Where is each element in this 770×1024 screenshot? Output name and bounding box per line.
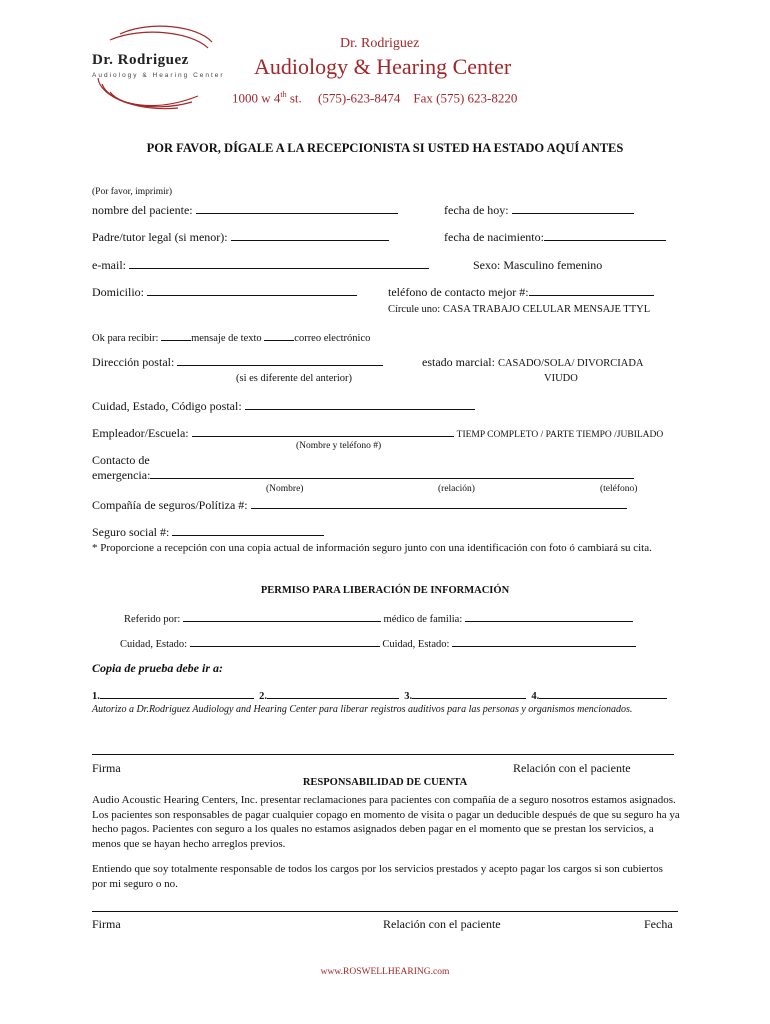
ok-receive-field[interactable] xyxy=(92,330,370,344)
employer-label: Empleador/Escuela: xyxy=(92,426,189,440)
city-state-label-1: Cuidad, Estado: xyxy=(120,639,188,650)
sex-field[interactable]: Sexo: Masculino femenino xyxy=(473,258,603,272)
contact-line xyxy=(232,90,517,106)
date-label: Fecha xyxy=(644,917,673,931)
marital-widow: VIUDO xyxy=(544,373,578,384)
address-sup: th xyxy=(280,90,287,99)
employer-field[interactable] xyxy=(92,426,663,441)
center-name: Audiology & Hearing Center xyxy=(254,54,512,79)
city-state-label-2: Cuidad, Estado: xyxy=(382,639,450,650)
emergency-label-2: emergencia: xyxy=(92,468,151,482)
referred-label: Referido por: xyxy=(124,614,181,625)
employ-options: TIEMP COMPLETO / PARTE TIEMPO /JUBILADO xyxy=(456,430,664,440)
best-phone-field[interactable] xyxy=(388,285,654,300)
best-phone-label: teléfono de contacto mejor #: xyxy=(388,285,529,299)
print-note: (Por favor, imprimir) xyxy=(92,187,173,197)
authorize-text: Autorizo a Dr.Rodriguez Audiology and Hearing Center para liberar registros auditivos para las personas y organismos mencionados. xyxy=(92,704,633,715)
today-date-label: fecha de hoy: xyxy=(444,203,509,217)
insurance-label: Compañía de seguros/Polítiza #: xyxy=(92,498,248,512)
sign-label-1: Firma xyxy=(92,761,121,775)
marital-options: CASADO/SOLA/ DIVORCIADA xyxy=(497,358,644,369)
emergency-label-1: Contacto de xyxy=(92,453,150,467)
copy-to-lines[interactable] xyxy=(92,688,667,702)
ssn-field[interactable] xyxy=(92,525,324,540)
account-paragraph-2: Entiendo que soy totalmente responsable de todos los cargos por los servicios prestados y acepto pagar los cargos si son cubiertos por mi seguro o no. xyxy=(92,863,663,890)
mail-address-label: Dirección postal: xyxy=(92,355,175,369)
em-name-note: (Nombre) xyxy=(266,484,304,494)
referred-field[interactable] xyxy=(124,611,633,625)
copy-to-3: 3. xyxy=(404,691,413,702)
guardian-field[interactable] xyxy=(92,230,389,245)
city-state-zip-label: Cuidad, Estado, Código postal: xyxy=(92,399,242,413)
relation-label-2: Relación con el paciente xyxy=(383,917,501,931)
if-different-note: (si es diferente del anterior) xyxy=(236,373,353,384)
today-date-field[interactable] xyxy=(444,203,634,218)
patient-name-field[interactable] xyxy=(92,203,398,218)
emergency-field[interactable] xyxy=(92,468,634,483)
city-state-fields[interactable] xyxy=(120,636,636,650)
mail-address-field[interactable] xyxy=(92,355,383,370)
account-title: RESPONSABILIDAD DE CUENTA xyxy=(302,777,468,788)
address: 1000 w 4 xyxy=(232,90,281,106)
circle-one[interactable]: Círcule uno: CASA TRABAJO CELULAR MENSAJE TTYL xyxy=(388,304,651,315)
ok-receive-label: Ok para recibir: xyxy=(92,333,159,344)
city-state-zip-field[interactable] xyxy=(92,399,475,414)
copy-to-2: 2. xyxy=(259,691,267,702)
address-end: st. xyxy=(286,90,302,106)
footer-link[interactable]: www.ROSWELLHEARING.com xyxy=(320,967,450,977)
doctor-name: Dr. Rodriguez xyxy=(340,36,420,51)
copy-to-4: 4. xyxy=(531,691,540,702)
email-label: e-mail: xyxy=(92,258,126,272)
insurance-note: * Proporcione a recepción con una copia actual de información seguro junto con una identificación con foto ó cambiará su cita. xyxy=(92,542,652,554)
release-title: PERMISO PARA LIBERACIÓN DE INFORMACIÓN xyxy=(260,585,510,596)
birth-date-label: fecha de nacimiento: xyxy=(444,230,544,244)
copy-to-1: 1. xyxy=(92,691,100,702)
copy-to-label: Copia de prueba debe ir a: xyxy=(92,661,223,675)
marital-field[interactable] xyxy=(422,355,644,370)
fax: Fax (575) 623-8220 xyxy=(413,90,518,106)
insurance-field[interactable] xyxy=(92,498,627,513)
em-relation-note: (relación) xyxy=(438,484,475,494)
patient-name-label: nombre del paciente: xyxy=(92,203,193,217)
relation-label-1: Relación con el paciente xyxy=(513,761,631,775)
account-paragraph-1: Audio Acoustic Hearing Centers, Inc. presentar reclamaciones para pacientes con compañía de a seguro nosotros estamos asignados. Los pacientes son responsables de pagar cualquier copago en momento de visita o pagar un deducible después de que su seguro ha ya hecho pagos. Pacientes con seguro a los quales no estamos asignados deben pagar en el momento que se prestan los servicios, a menos que se hayan hecho arreglos previos. xyxy=(92,794,680,850)
text-msg-label: mensaje de texto xyxy=(191,333,262,344)
address-label: Domicilio: xyxy=(92,285,144,299)
signature-line-1[interactable] xyxy=(92,754,674,755)
name-phone-note: (Nombre y teléfono #) xyxy=(296,441,382,451)
page-title: POR FAVOR, DÍGALE A LA RECEPCIONISTA SI USTED HA ESTADO AQUÍ ANTES xyxy=(146,141,624,155)
signature-line-2[interactable] xyxy=(92,911,678,912)
marital-label: estado marcial: xyxy=(422,355,495,369)
guardian-label: Padre/tutor legal (si menor): xyxy=(92,230,228,244)
email-msg-label: correo electrónico xyxy=(294,333,371,344)
sign-label-2: Firma xyxy=(92,917,121,931)
logo-name: Dr. Rodriguez xyxy=(92,52,189,68)
logo-subtitle: Audiology & Hearing Center xyxy=(92,72,225,79)
birth-date-field[interactable] xyxy=(444,230,666,245)
family-doc-label: médico de familia: xyxy=(383,614,463,625)
ssn-label: Seguro social #: xyxy=(92,525,170,539)
email-field[interactable] xyxy=(92,258,429,273)
em-phone-note: (teléfono) xyxy=(600,484,638,494)
address-field[interactable] xyxy=(92,285,357,300)
phone: (575)-623-8474 xyxy=(318,90,401,106)
